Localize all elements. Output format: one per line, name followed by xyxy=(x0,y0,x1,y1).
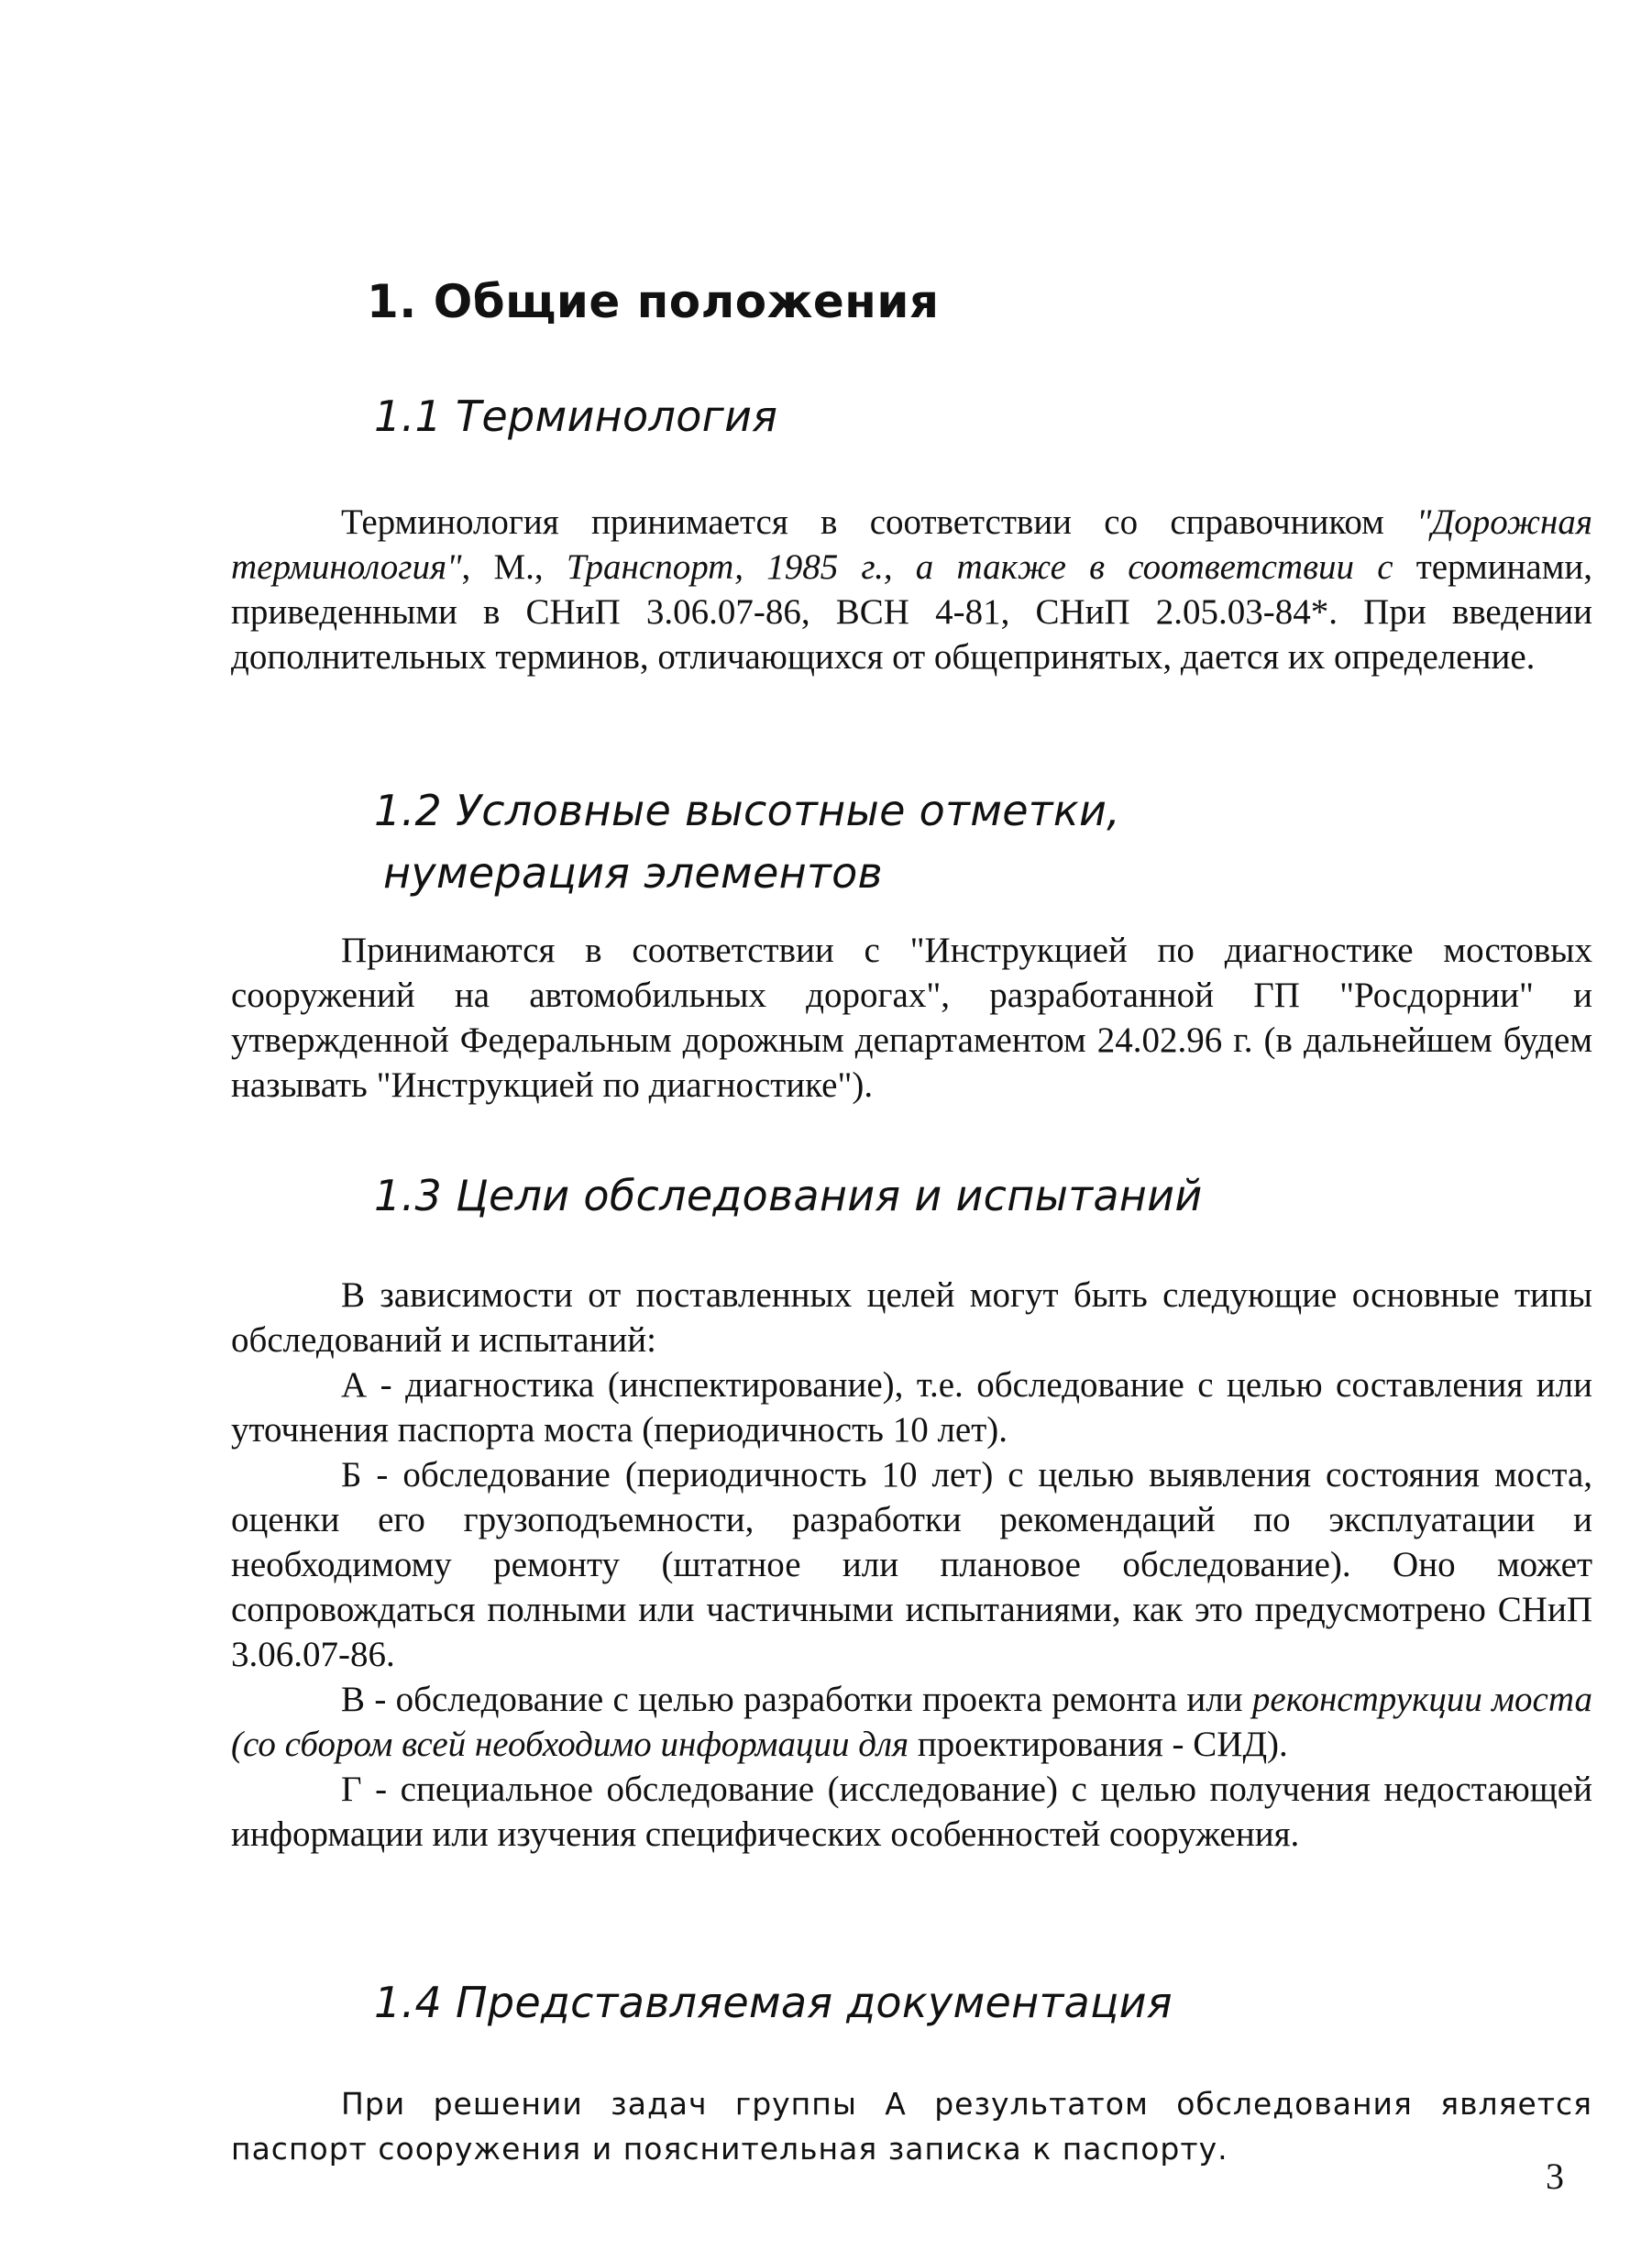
section-title: 1. Общие положения xyxy=(367,275,940,328)
goals-intro: В зависимости от поставленных целей могут быть следующие основные типы обследований и испытаний: xyxy=(231,1275,1592,1360)
terminology-text-c: , М., xyxy=(461,547,567,587)
terminology-text-d: Транспорт, 1985 г., а также в соответствии с xyxy=(566,547,1393,587)
heading-1-2 xyxy=(374,779,1120,904)
paragraph-terminology xyxy=(231,500,1592,679)
heading-1-4: 1.4 Представляемая документация xyxy=(374,1978,1173,2027)
paragraph-numbering xyxy=(231,928,1592,1108)
paragraph-documentation xyxy=(231,2081,1592,2171)
goals-item-g: Г - специальное обследование (исследование) с целью получения недостающей информации или изучения специфических особенностей сооружения. xyxy=(231,1770,1592,1854)
goals-item-v-c: проектирования - СИД). xyxy=(909,1725,1288,1764)
goals-item-a: А - диагностика (инспектирование), т.е. обследование с целью составления или уточнения паспорта моста (периодичность 10 лет). xyxy=(231,1365,1592,1450)
paragraph-goals xyxy=(231,1273,1592,1857)
terminology-text-e: терминами, приведенными в СНиП 3.06.07-86, ВСН 4-81, СНиП 2.05.03-84*. При введении дополнительных терминов, отличающихся от общепринятых, дается их определение. xyxy=(231,547,1592,677)
terminology-text-b: "Дорожная терминология" xyxy=(231,502,1592,587)
heading-1-3: 1.3 Цели обследования и испытаний xyxy=(374,1171,1203,1220)
heading-1-2-line2: нумерация элементов xyxy=(383,848,883,898)
page-number: 3 xyxy=(1546,2156,1564,2197)
paragraph-terminology-text xyxy=(231,500,1592,679)
goals-item-v-b: реконструкции моста (со сбором всей необходимо информации для xyxy=(231,1680,1592,1764)
goals-item-b: Б - обследование (периодичность 10 лет) с целью выявления состояния моста, оценки его грузоподъемности, разработки рекомендаций по эксплуатации и необходимому ремонту (штатное или плановое обследование). Оно может сопровождаться полными или частичными испытаниями, как это предусмотрено СНиП 3.06.07-86. xyxy=(231,1455,1592,1674)
terminology-text-a: Терминология принимается в соответствии со справочником xyxy=(341,502,1417,542)
goals-item-v-a: В - обследование с целью разработки проекта ремонта или xyxy=(341,1680,1252,1719)
heading-1-1: 1.1 Терминология xyxy=(374,392,778,441)
paragraph-documentation-text: При решении задач группы А результатом обследования является паспорт сооружения и пояснительная записка к паспорту. xyxy=(231,2086,1592,2167)
heading-1-2-line1: 1.2 Условные высотные отметки, xyxy=(374,786,1121,835)
goals-item-v xyxy=(231,1677,1592,1767)
paragraph-numbering-text: Принимаются в соответствии с "Инструкцией по диагностике мостовых сооружений на автомобильных дорогах", разработанной ГП "Росдорнии" и утвержденной Федеральным дорожным департаментом 24.02.96 г. (в дальнейшем будем называть "Инструкцией по диагностике"). xyxy=(231,931,1592,1105)
